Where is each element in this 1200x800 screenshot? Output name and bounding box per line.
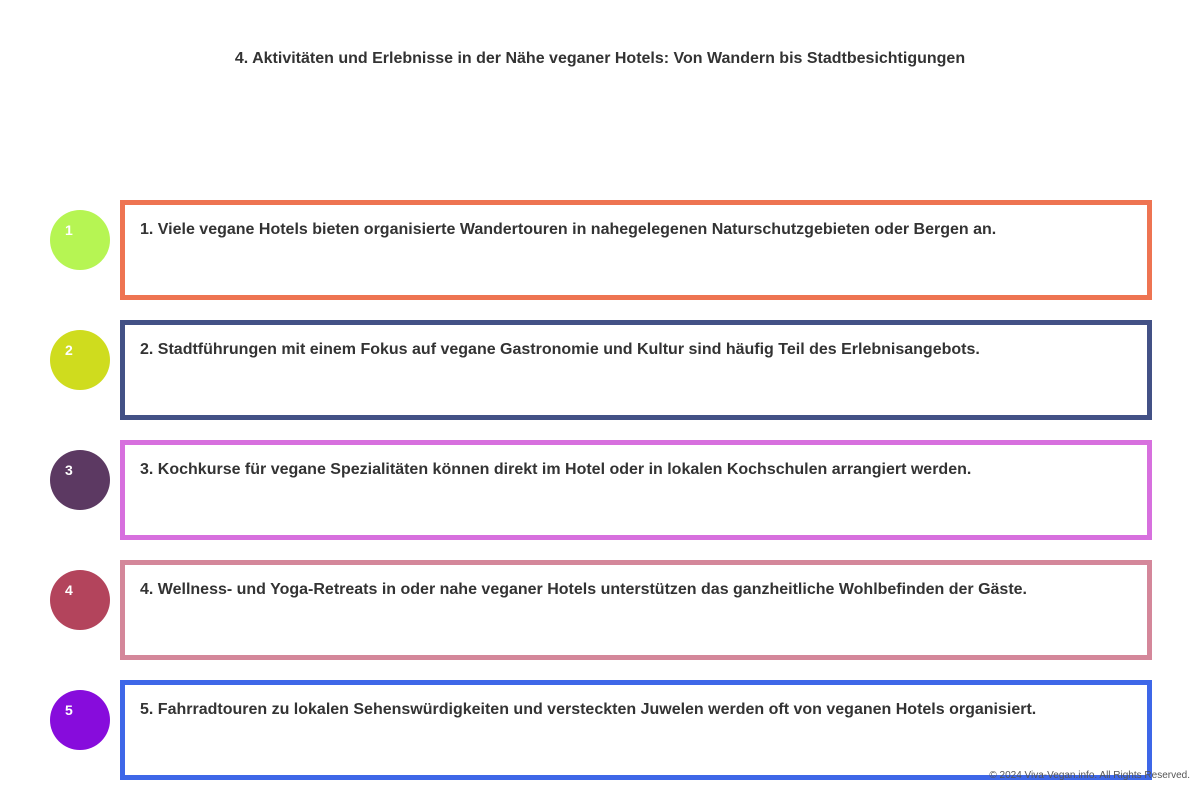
step-box [120,320,1152,420]
step-box [120,440,1152,540]
step-row-4 [0,560,1200,660]
step-row-3 [0,440,1200,540]
step-text: 3. Kochkurse für vegane Spezialitäten können direkt im Hotel oder in lokalen Kochschulen arrangiert werden. [140,461,972,478]
step-number: 1 [65,222,73,238]
step-text: 5. Fahrradtouren zu lokalen Sehenswürdigkeiten und versteckten Juwelen werden oft von veganen Hotels organisiert. [140,701,1037,718]
step-box [120,680,1152,780]
diagram-title: 4. Aktivitäten und Erlebnisse in der Nähe veganer Hotels: Von Wandern bis Stadtbesichtigungen [234,50,966,67]
step-row-1 [0,200,1200,300]
step-number: 5 [65,702,73,718]
step-number-circle [50,330,110,390]
step-text: 2. Stadtführungen mit einem Fokus auf vegane Gastronomie und Kultur sind häufig Teil des Erlebnisangebots. [140,341,980,358]
step-number: 2 [65,342,73,358]
step-number: 4 [65,582,73,598]
step-text: 4. Wellness- und Yoga-Retreats in oder nahe veganer Hotels unterstützen das ganzheitliche Wohlbefinden der Gäste. [140,581,1027,598]
step-box [120,200,1152,300]
step-row-2 [0,320,1200,420]
step-box [120,560,1152,660]
step-number-circle [50,570,110,630]
step-number-circle [50,450,110,510]
step-number-circle [50,210,110,270]
step-number-circle [50,690,110,750]
copyright-footer: © 2024 Viva-Vegan.info. All Rights Reserved. [989,770,1190,781]
step-text: 1. Viele vegane Hotels bieten organisierte Wandertouren in nahegelegenen Naturschutzgebieten oder Bergen an. [140,221,997,238]
step-number: 3 [65,462,73,478]
step-row-5 [0,680,1200,780]
